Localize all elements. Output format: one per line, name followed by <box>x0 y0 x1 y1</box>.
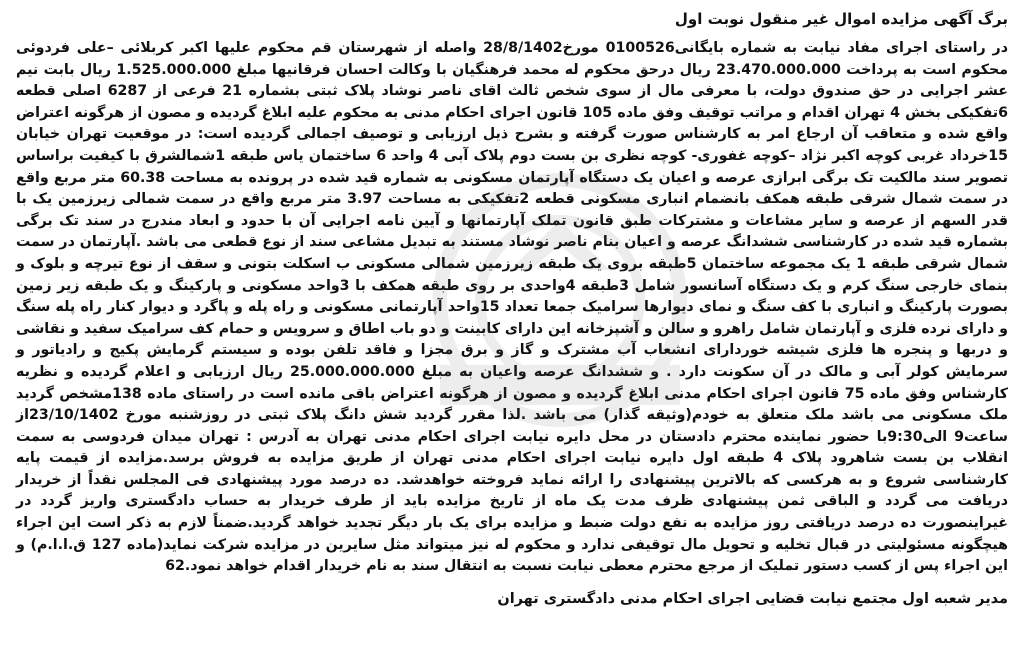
notice-title: برگ آگهی مزایده اموال غیر منقول نوبت اول <box>674 10 1008 28</box>
notice-signature: مدیر شعبه اول مجتمع نیابت قضایی اجرای احکام مدنی دادگستری تهران <box>497 590 1008 607</box>
notice-body: در راستای اجرای مفاد نیابت به شماره بایگانی0100526 مورخ28/8/1402 واصله از شهرستان قم محکوم علیها اکبر کربلائی –علی فردوئی محکوم است به پرداخت 23.470.000.000 ریال درحق محکوم له محمد فرهنگیان با وکالت احسان فرقانیها مبلغ 1.525.000.000 ریال بابت نیم عشر اجرایی در حق صندوق دولت، با معرفی مال از سوی شخص ثالث اقای ناصر نوشاد پلاک ثبتی بشماره 21 فرعی از 6287 اصلی قطعه 6تفکیکی بخش 4 تهران اقدام و مراتب توقیف وفق ماده 105 قانون اجرای احکام مدنی به محکوم علیه ابلاغ گردیده و مصون از هرگونه اعتراض واقع شده و متعاقب آن ارجاع امر به کارشناس صورت گرفته و بشرح ذیل ارزیابی و توصیف اجمالی گردیده است: در موقعیت تهران خیابان 15خرداد غربی کوچه اکبر نژاد –کوچه غفوری- کوچه نظری بن بست دوم پلاک آبی 4 واحد 6 ساختمان یاس طبقه 1شمالشرق با کیفیت براساس تصویر سند مالکیت تک برگی ابرازی عرصه و اعیان یک دستگاه آپارتمان مسکونی به شماره قید شده در پرونده به مساحت 60.38 متر مربع واقع در سمت شمال شرقی طبقه همکف بانضمام انباری مسکونی قطعه 2تفکیکی به مساحت 3.97 متر مربع واقع در سمت شمالی زیرزمین یک با قدر السهم از عرصه و سایر مشاعات و مشترکات طبق قانون تملک آپارتمانها و آیین نامه اجرایی آن با حدود و ابعاد مندرج در سند تک برگی بشماره قید شده در کارشناسی ششدانگ عرصه و اعیان بنام ناصر نوشاد مستند به تبدیل مشاعی سند از نوع قطعی می باشد .آپارتمان در سمت شمال شرقی طبقه 1 یک مجموعه ساختمان 5طبقه بروی یک طبقه زیرزمین شمالی مسکونی ب اسکلت بتونی و سقف از نوع تیرچه و بلوک و بنمای خارجی سنگ کرم و یک دستگاه آسانسور شامل 3طبقه 4واحدی بر روی طبقه همکف با 3واحد مسکونی و پارکینگ و یک طبقه زیر زمین بصورت پارکینگ و انباری با کف سنگ و نمای دیوارها سرامیک جمعا تعداد 15واحد آپارتمانی مسکونی و راه پله و پاگرد و دیوار کنار راه پله سنگ و دارای نرده فلزی و آپارتمان شامل راهرو و سالن و آشپزخانه این دارای کابینت و دو باب اطاق و سرویس و حمام کف سرامیک سفید و نقاشی و دربها و پنجره ها فلزی شیشه خوردارای انشعاب آب مشترک و گاز و برق مجزا و فاقد تلفن بوده و سیستم گرمایش پکیج و رادیاتور و سرمایش کولر آبی و مالک در آن سکونت دارد . و ششدانگ عرصه واعیان به مبلغ 25.000.000.000 ریال ارزیابی و اعلام گردیده و نظریه کارشناس وفق ماده 75 قانون اجرای احکام مدنی ابلاغ گردیده و مصون از هرگونه اعتراض باقی مانده است در راستای ماده 138مشخص گردید ملک مسکونی می باشد ملک متعلق به خودم(وثیقه گذار) می باشد .لذا مقرر گردید شش دانگ پلاک ثبتی در روزشنبه مورخ 23/10/1402از ساعت9 الی9:30با حضور نماینده محترم دادستان در محل دایره نیابت اجرای احکام مدنی تهران به آدرس : تهران میدان فردوسی به سمت انقلاب بن بست شاهرود پلاک 4 طبقه اول دایره نیابت اجرای احکام مدنی تهران از طریق مزایده به فروش برسد.مزایده از قیمت پایه کارشناسی شروع و به هرکسی که بالاترین پیشنهادی را ارائه نماید فروخته خواهدشد. ده درصد مورد پیشنهادی فی المجلس نقداً از خریدار دریافت می گردد و الباقی ثمن پیشنهادی ظرف مدت یک ماه از تاریخ مزایده باید از طرف خریدار به حساب دادگستری واریز گردد در غیراینصورت ده درصد دریافتی روز مزایده به نفع دولت ضبط و مزایده برای یک بار دیگر تجدید خواهد گردید.ضمناً لازم به ذکر است این اجراء هیچگونه مسئولیتی در قبال تخلیه و تحویل مال توقیفی ندارد و محکوم له نیز میتواند مثل سایرین در مزایده شرکت نماید(ماده 127 ق.ا.ا.م) و این اجراء پس از کسب دستور تملیک از مرجع محترم معطی نیابت نسبت به انتقال سند به نام خریدار اقدام خواهد نمود.62 <box>15 40 1009 575</box>
